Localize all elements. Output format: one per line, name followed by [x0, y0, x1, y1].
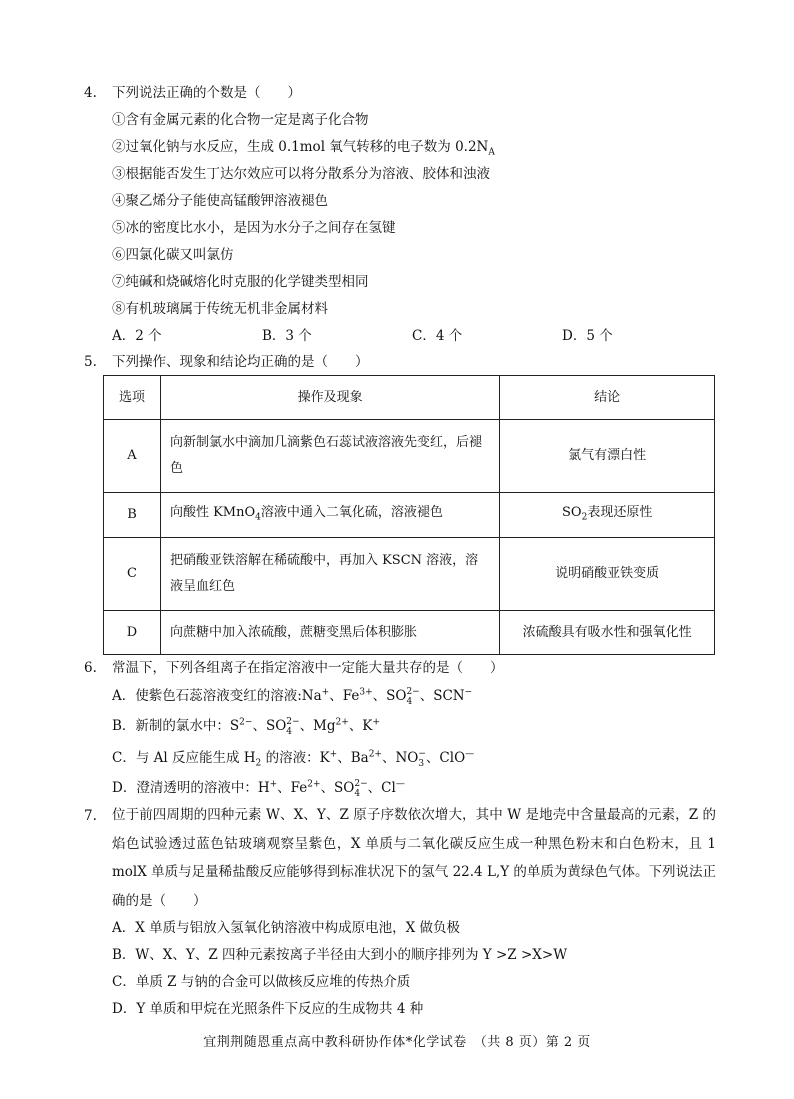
q6-option-b[interactable]	[112, 714, 380, 737]
row-b-concl-part2: 表现还原性	[587, 504, 653, 520]
table-row	[104, 538, 715, 611]
q6b-text4: 、K	[348, 718, 373, 734]
q7-number-wrap	[84, 808, 112, 824]
q7-option-c[interactable]: C．单质 Z 与钠的合金可以做核反应堆的传热介质	[112, 974, 411, 990]
table-row	[104, 493, 715, 538]
q6-option-d[interactable]	[112, 776, 405, 799]
row-b-op-part1: 向酸性 KMnO	[169, 504, 256, 520]
q4-item-2	[112, 135, 495, 158]
q4-item-1: ①含有金属元素的化合物一定是离子化合物	[112, 112, 369, 128]
q5-stem	[84, 350, 369, 370]
q6b-sup2: 2−	[286, 716, 300, 727]
q4-options	[112, 324, 712, 344]
q4-option-d[interactable]: D．5 个	[562, 328, 613, 344]
q6c-sup4: −	[418, 748, 426, 759]
header-conclusion: 结论	[500, 376, 715, 420]
q6-option-c[interactable]	[112, 746, 474, 769]
row-b-option: B	[104, 493, 161, 538]
row-c-option: C	[104, 538, 161, 611]
page-footer: 宜荆荆随恩重点高中教科研协作体*化学试卷 （共 8 页）第 2 页	[203, 1035, 591, 1050]
q4-item-8: ⑧有机玻璃属于传统无机非金属材料	[112, 301, 328, 317]
q6b-text1: B．新制的氯水中：S	[112, 718, 240, 734]
q4-stem-text: 下列说法正确的个数是（ ）	[112, 85, 301, 101]
q6d-text4: 、Cl	[367, 780, 396, 796]
q6b-sup3: 2+	[335, 717, 349, 728]
q6d-sup4: —	[395, 779, 405, 790]
table-header-row	[104, 376, 715, 420]
q6a-sub3: 4	[406, 696, 413, 707]
q4-option-b[interactable]: B．3 个	[262, 328, 312, 344]
q4-item-7: ⑦纯碱和烧碱熔化时克服的化学键类型相同	[112, 274, 369, 290]
q6d-ion-script	[354, 779, 367, 799]
q7-option-a[interactable]: A．X 单质与铝放入氢氧化钠溶液中构成原电池，X 做负极	[112, 920, 461, 936]
q6d-text2: 、Fe	[277, 780, 308, 796]
row-b-concl-sub: 2	[581, 512, 588, 523]
q6a-text4: 、SCN	[419, 688, 465, 704]
q6c-text1: C．与 Al 反应能生成 H	[112, 750, 256, 766]
row-b-concl-part1: SO	[562, 504, 582, 520]
q6-stem-text: 常温下，下列各组离子在指定溶液中一定能大量共存的是（ ）	[112, 660, 504, 676]
header-operation: 操作及现象	[160, 376, 499, 420]
q6d-sup3: 2−	[354, 778, 368, 789]
q6a-sup1: +	[321, 687, 330, 698]
q6b-text2: 、SO	[252, 718, 287, 734]
q6-option-a[interactable]	[112, 684, 472, 707]
q6c-sup5: —	[465, 749, 475, 760]
row-b-op-sub: 4	[255, 512, 261, 523]
row-a-conclusion: 氯气有漂白性	[500, 420, 715, 493]
table-row	[104, 611, 715, 655]
q6a-ion-script	[406, 687, 419, 707]
q4-option-c[interactable]: C．4 个	[412, 328, 463, 344]
row-d-operation: 向蔗糖中加入浓硫酸，蔗糖变黑后体积膨胀	[160, 611, 499, 655]
q7-stem: 位于前四周期的四种元素 W、X、Y、Z 原子序数依次增大，其中 W 是地壳中含量最高的元素，Z 的焰色试验透过蓝色钴玻璃观察呈紫色，X 单质与二氧化碳反应生成一种黑色粉末和白色粉末，且 1 molX 单质与足量稀盐酸反应能够得到标准状况下的氢气 22.4 L,Y 的单质为黄绿色气体。下列说法正确的是（ ）	[112, 807, 716, 909]
q6d-sup1: +	[269, 779, 278, 790]
q7-number: 7.	[84, 808, 97, 824]
table-row	[104, 420, 715, 493]
q4-number: 4.	[84, 85, 97, 101]
q6d-text3: 、SO	[320, 780, 355, 796]
q6b-text3: 、Mg	[299, 718, 336, 734]
q6d-text1: D．澄清透明的溶液中：H	[112, 780, 270, 796]
row-a-option: A	[104, 420, 161, 493]
q4-item-6: ⑥四氯化碳又叫氯仿	[112, 247, 234, 263]
row-c-operation: 把硝酸亚铁溶解在稀硫酸中，再加入 KSCN 溶液，溶液呈血红色	[160, 538, 499, 611]
q6c-ion-script	[418, 749, 426, 769]
q6a-text1: A．使紫色石蕊溶液变红的溶液:Na	[112, 688, 322, 704]
header-option: 选项	[104, 376, 161, 420]
q6c-sub1: 2	[255, 758, 262, 769]
q6c-text5: 、ClO	[425, 750, 466, 766]
q4-item-4: ④聚乙烯分子能使高锰酸钾溶液褪色	[112, 193, 328, 209]
q6c-text2: 的溶液：K	[261, 750, 330, 766]
q4-item-3: ③根据能否发生丁达尔效应可以将分散系分为溶液、胶体和浊液	[112, 166, 490, 182]
q6-stem	[84, 656, 504, 676]
q6c-sup3: 2+	[368, 749, 382, 760]
row-a-operation: 向新制氯水中滴加几滴紫色石蕊试液溶液先变红，后褪色	[160, 420, 499, 493]
q6a-sup4: −	[464, 687, 473, 698]
q6a-sup2: 3+	[359, 687, 373, 698]
q4-stem	[84, 81, 301, 101]
row-b-op-part2: 溶液中通入二氧化硫，溶液褪色	[260, 504, 443, 520]
row-d-option: D	[104, 611, 161, 655]
row-b-operation	[160, 493, 499, 538]
q7-option-b[interactable]: B．W、X、Y、Z 四种元素按离子半径由大到小的顺序排列为 Y >Z >X>W	[112, 947, 568, 963]
q6d-sup2: 2+	[307, 779, 321, 790]
q5-table	[103, 375, 715, 655]
q6a-text3: 、SO	[372, 688, 407, 704]
q4-option-a[interactable]: A．2 个	[112, 328, 162, 344]
q5-stem-text: 下列操作、现象和结论均正确的是（ ）	[112, 354, 369, 370]
row-d-conclusion: 浓硫酸具有吸水性和强氧化性	[500, 611, 715, 655]
q6b-sup4: +	[372, 717, 380, 728]
q6c-sup2: +	[329, 749, 338, 760]
q6b-ion-script	[286, 717, 299, 737]
q6c-text3: 、Ba	[337, 750, 369, 766]
row-b-conclusion	[500, 493, 715, 538]
q4-item-5: ⑤冰的密度比水小，是因为水分子之间存在氢键	[112, 220, 396, 236]
row-c-conclusion: 说明硝酸亚铁变质	[500, 538, 715, 611]
q6c-sub4: 3	[418, 758, 425, 769]
q6b-sup1: 2−	[239, 717, 253, 728]
q6b-sub2: 4	[286, 726, 293, 737]
q6a-sup3: 2−	[406, 686, 420, 697]
q4-item-2-text: ②过氧化钠与水反应，生成 0.1mol 氧气转移的电子数为 0.2N	[112, 139, 489, 155]
q6-number: 6.	[84, 660, 97, 676]
q5-number: 5.	[84, 354, 97, 370]
q7-option-d[interactable]: D．Y 单质和甲烷在光照条件下反应的生成物共 4 种	[112, 1001, 424, 1017]
q6d-sub3: 4	[354, 788, 361, 799]
q4-item-2-sub: A	[488, 147, 495, 158]
q6a-text2: 、Fe	[329, 688, 360, 704]
q6c-text4: 、NO	[381, 750, 419, 766]
